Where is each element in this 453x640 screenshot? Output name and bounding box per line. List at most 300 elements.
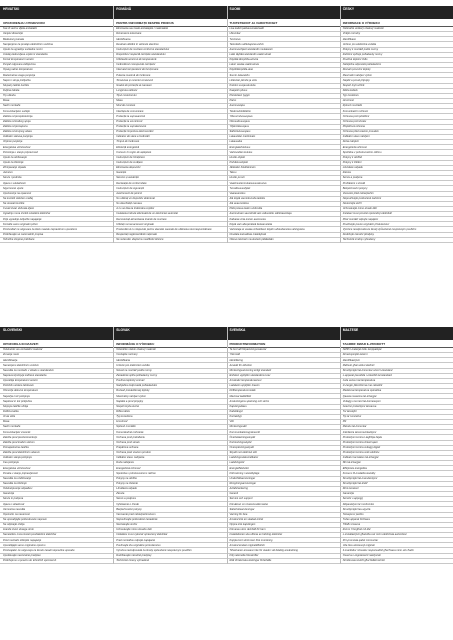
table-cell: Likvidácia odpadu	[116, 487, 138, 491]
table-cell: Stopnja zaščite ohišja	[3, 404, 29, 408]
table-cell: Vonkajšie rozmery	[116, 353, 138, 357]
table-cell: Katkaise virta ennen asennusta	[229, 217, 266, 221]
table-cell: A nu se lăsa la îndemâna copiilor	[116, 207, 155, 211]
table-cell: Latausaika	[229, 140, 243, 144]
table-cell: Tużax apparat bil-ħsara	[342, 517, 370, 521]
table-cell: Uchovávajte mimo dosahu detí	[116, 528, 152, 532]
table-cell: Pokyny k údržbě	[342, 155, 362, 159]
table-cell: Laddningsstatusindikator	[229, 456, 259, 460]
table-cell: Nabíječka odpovídá požadavkům	[342, 63, 382, 67]
table-cell: Ochrana proti zkratu	[342, 119, 367, 123]
table-cell: Bezpečnostní pokyny	[342, 186, 368, 190]
table-cell: Piż	[342, 420, 347, 424]
table-cell: Protecție la scurtcircuit	[116, 119, 143, 123]
language-label: SUOMI	[229, 7, 241, 11]
table-cell: Protezzjoni kontra t-tagħbija żejda	[342, 435, 382, 439]
column-divider	[113, 6, 114, 243]
table-cell: Sigurnosne upute	[3, 186, 24, 190]
table-cell: Identificarea	[116, 37, 131, 41]
table-cell: Upozorenje na opasnost	[3, 191, 32, 195]
table-cell: Namenjeno električnim vozilom	[3, 363, 39, 367]
table-cell: Struzzjonijiet tat-tindif	[342, 481, 368, 485]
table-cell: Način montaže	[3, 425, 21, 429]
table-cell: Izjava o skladnosti	[3, 502, 25, 506]
column-divider	[113, 327, 114, 564]
table-cell: Oikeus teknisiin muutoksiin pidätetään	[229, 238, 274, 242]
table-cell: Typ konektoru	[342, 94, 359, 98]
table-cell: Indikátor stavu nabíjania	[116, 456, 145, 460]
table-cell: Käyttölämpötila-alue	[229, 68, 254, 72]
table-cell: Osserva r-regolamenti nazzjonali	[342, 553, 381, 557]
table-cell: Suurin latausteho	[229, 73, 250, 77]
table-cell: Liitännän jännite ja virta	[229, 78, 257, 82]
table-cell: Navodila za vzdrževanje	[3, 476, 32, 480]
table-cell: Technické zmeny vyhradené	[116, 559, 150, 563]
table-cell: Čuvati izvan dohvata djece	[3, 207, 34, 211]
table-cell: Producătorul nu răspunde pentru daunele cauzate de utilizarea necorespunzătoare	[116, 227, 212, 231]
table-cell: Pred montážou odpojte napájanie	[116, 538, 156, 542]
table-cell: Lungimea cablului	[116, 88, 138, 92]
table-cell: Dĺžka kábla	[116, 409, 130, 413]
table-cell: Neħħi l-materjal kollu tal-ippakkjar	[342, 348, 382, 352]
table-cell: Twissija ta' periklu	[342, 512, 364, 516]
language-label: ROMÂNĂ	[116, 7, 132, 11]
table-cell: Duljina kabela	[3, 88, 20, 92]
table-cell: Stupeň krytia skrine	[116, 404, 140, 408]
table-cell: Struzzjonijiet tal-immuntar skont l-istandard	[342, 368, 393, 372]
table-cell: Typ konektora	[116, 415, 133, 419]
table-cell: Försäkran om överensstämmelse	[229, 502, 268, 506]
table-cell: Huolto-ohjeet	[229, 155, 245, 159]
table-cell: Kaapelin pituus	[229, 88, 248, 92]
table-cell: Grad ta' protezzjoni tal-kaxxa	[342, 404, 377, 408]
table-cell: Använd endast originaltillbehör	[229, 543, 265, 547]
table-cell: Rengöringsanvisningar	[229, 481, 257, 485]
table-cell: Identifikazzjoni	[342, 358, 360, 362]
table-cell: Käyttää lämpötila-anturia	[229, 58, 259, 62]
table-cell: Struzzjonijiet tal-manutenzjoni	[342, 476, 378, 480]
table-cell: Bezpečnostné pokyny	[116, 507, 142, 511]
table-cell: Upute za održavanje	[3, 155, 27, 159]
table-cell: Instalarea trebuie efectuată de un electrician autorizat	[116, 212, 178, 216]
table-cell: Ne rezervăm dreptul la modificări tehnice	[116, 238, 164, 242]
table-cell: Asennuksen saa tehdä vain valtuutettu sähköasentaja	[229, 212, 292, 216]
table-cell: Indikator stanja polnjenja	[3, 456, 32, 460]
table-cell: Zariadenie spĺňa požiadavky normy	[116, 374, 158, 377]
table-cell: Vrsta vtiča	[3, 415, 16, 419]
table-cell: Ulkomitat	[229, 32, 241, 36]
table-cell: Energiatehokkuus	[229, 145, 251, 149]
table-cell: Ugradnju mora izvršiti ovlašteni električar	[3, 212, 51, 216]
table-cell: Čas polnjenja	[3, 461, 19, 465]
translation-table	[0, 327, 453, 564]
table-cell: Ne otvarati kućište	[3, 202, 25, 206]
table-cell: Používejte pouze originální příslušenství	[342, 222, 390, 226]
table-cell: Maximálny nabíjací výkon	[116, 394, 146, 398]
table-cell: Instrucțiuni de întreținere	[116, 155, 145, 159]
column-divider	[340, 327, 341, 564]
table-cell: Výrobca nezodpovedá za škody spôsobené nesprávnym použitím	[116, 548, 192, 552]
table-cell: Neotvírejte skříň	[342, 202, 362, 206]
table-cell: Protezzjoni kontra xokk elettriku	[342, 451, 380, 455]
table-cell: Jätteiden hävittäminen	[229, 166, 256, 170]
table-cell: Odstráňte všetok obalový materiál	[116, 348, 156, 352]
table-cell: Käytä vain alkuperäisiä lisävarusteita	[229, 222, 273, 226]
table-cell: Kommunikationsgränssnitt	[229, 430, 260, 434]
table-cell: Tunnistus	[229, 37, 241, 41]
table-cell: Eliminarea deșeurilor	[116, 166, 141, 170]
table-cell: Lisa kaikki pakkausmateriaalit	[229, 27, 264, 31]
table-cell: Záruka	[116, 492, 125, 496]
table-cell: Uchovávejte mimo dosah dětí	[342, 207, 377, 211]
table-cell: Upoštevajte nacionalne predpise	[3, 553, 41, 557]
table-cell: Installationen ska utföras av behörig elektriker	[229, 533, 283, 537]
table-cell: Navodila za montažo v skladu s standardom	[3, 368, 54, 372]
table-cell: Návod na montáž podľa normy	[116, 368, 152, 372]
table-cell: Kontakttyp	[229, 415, 242, 419]
table-cell: Puhdistusohjeet	[229, 160, 248, 164]
table-cell: Protezzjoni kontra vultaġġ żejjed	[342, 445, 381, 449]
table-cell: Juża sensur tat-temperatura	[342, 379, 376, 383]
table-cell: Älä avaa koteloa	[229, 202, 249, 206]
table-cell: Dikjarazzjoni ta' konformità	[342, 502, 374, 506]
table-cell: Överspänningsskydd	[229, 445, 254, 449]
table-cell: Tillverkaren ansvarar inte för skador vid felaktig användning	[229, 548, 298, 552]
table-cell: Dispozitivul respectă cerințele standardului	[116, 53, 166, 56]
table-cell: Indikátor stavu nabíjení	[342, 135, 370, 139]
table-cell: Rimi tal-iskart	[342, 487, 359, 491]
table-cell: Protecție la suprasarcină	[116, 114, 145, 118]
table-cell: Určeno pro elektrická vozidla	[342, 42, 377, 46]
table-cell: Ochrana proti skratu	[116, 440, 140, 444]
table-cell: Ochrana pred úrazom prúdom	[116, 451, 151, 455]
table-cell: Zunanje mere	[3, 353, 20, 357]
table-cell: Pred montažo izklopite napajanje	[3, 538, 42, 542]
table-cell: Proizvajalec ne odgovarja za škodo zaradi nepravilne uporabe	[3, 548, 75, 552]
table-cell: Technické změny vyhrazeny	[342, 238, 376, 242]
table-cell: Napětí a proud přípojky	[342, 78, 370, 82]
language-label: HRVATSKI	[3, 7, 20, 11]
table-cell: Maksimalna snaga punjenja	[3, 73, 36, 77]
table-cell: Pidä poissa lasten ulottuvilta	[229, 207, 263, 211]
table-cell: Pokyny na čistenie	[116, 481, 138, 485]
table-cell: Prohlášení o shodě	[342, 181, 366, 185]
table-cell: Hranite izven dosega otrok	[3, 528, 34, 532]
table-cell: Dodržujte národní předpisy	[342, 232, 374, 236]
table-cell: Maximal laddeffekt	[229, 394, 252, 398]
table-cell: Monteringssätt	[229, 425, 247, 429]
table-cell: Qawwa massima tal-iċċarġjar	[342, 394, 377, 398]
table-cell: Inštaláciu musí vykonať oprávnený elektrikár	[116, 533, 168, 537]
table-cell: Naprava izpolnjuje zahteve standarda	[3, 374, 47, 377]
table-cell: Dolžina kabla	[3, 409, 19, 413]
table-cell: Destinat utilizării în vehicule electrice	[116, 42, 159, 46]
translation-table	[0, 6, 453, 243]
table-cell: Maximální nabíjecí výkon	[342, 73, 372, 77]
table-cell: Spotřeba v pohotovostním režimu	[342, 150, 382, 154]
table-cell: Zařízení splňuje požadavky normy	[342, 53, 383, 56]
language-label: MALTESE	[342, 328, 359, 332]
table-cell: Încărcătorul corespunde cerințelor	[116, 63, 156, 67]
table-cell: Navodila za čiščenje	[3, 481, 27, 485]
table-cell: Dimensiuni exterioare	[116, 32, 142, 36]
column-heading: PRODUKTINFORMATION	[229, 341, 266, 346]
table-cell: Avfallshantering	[229, 487, 248, 491]
table-cell: Tipul conectorului	[116, 94, 137, 98]
table-cell: Masa	[3, 99, 10, 103]
table-cell: Skydd mot elektrisk stöt	[229, 451, 257, 455]
column-heading: UPOZORENJA U PRIJEVODU	[3, 20, 45, 25]
table-cell: Doba nabíjania	[116, 461, 134, 465]
table-cell: Vnější rozměry	[342, 32, 361, 36]
table-cell: Använder temperatursensor	[229, 379, 262, 383]
table-cell: Zaščita pred električnim udarom	[3, 451, 40, 455]
table-cell: Nu deschideți carcasa	[116, 202, 142, 206]
table-cell: Neotvárajte skriňu	[116, 523, 138, 527]
table-cell: Napätie a prúd prípojky	[116, 399, 144, 403]
table-cell: Utilizați numai accesorii originale	[116, 222, 154, 226]
table-cell: Masa	[116, 99, 123, 103]
table-cell: Maħsub għal vetturi elettriċi	[342, 363, 375, 367]
table-cell: Servis i podrška	[3, 176, 22, 180]
table-cell: Ne uporabljajte poškodovane naprave	[3, 517, 47, 521]
table-cell: Noudata kansallisia määräyksiä	[229, 232, 266, 236]
table-cell: Declarație de conformitate	[116, 181, 147, 185]
table-cell: Kabellängd	[229, 409, 243, 413]
table-cell: Tarkoitettu sähköajoneuvoihin	[229, 42, 264, 46]
table-cell: Service și asistență	[116, 176, 139, 180]
table-cell: Tiftaħx il-kaxxa	[342, 523, 361, 527]
table-cell: Yttermått	[229, 353, 241, 357]
table-cell: Zaščita pred preobremenitvijo	[3, 435, 38, 439]
table-cell: Kapslingsklass	[229, 404, 247, 408]
table-cell: Komunikačné rozhranie	[116, 430, 144, 434]
table-cell: Interfaċċa tal-komunikazzjoni	[342, 430, 377, 434]
table-cell: Deconectați alimentarea înainte de montare	[116, 217, 167, 221]
table-cell: Jamstvo	[3, 171, 13, 175]
table-cell: Rozsah prevádzkovej teploty	[116, 389, 150, 393]
table-cell: Zaštita od preopterećenja	[3, 114, 33, 118]
table-cell: Instrucțiuni de curățare	[116, 160, 143, 164]
table-cell: Puterea maximă de încărcare	[116, 73, 151, 77]
table-cell: Asennustapa	[229, 104, 245, 108]
column-heading: PENTRU INFORMAȚII DESPRE PRODUS	[116, 20, 174, 25]
table-cell: Ne koristiti oštećen uređaj	[3, 196, 33, 200]
table-cell: Zaštita od prenapona	[3, 124, 28, 128]
table-cell: Nu utilizați un dispozitiv deteriorat	[116, 196, 155, 200]
table-cell: Zaštita od strujnog udara	[3, 130, 32, 134]
table-cell: Sve ili većinu dijela ambalaže	[3, 27, 37, 31]
table-cell: Garancija	[3, 492, 15, 496]
table-cell: Največja moč polnjenja	[3, 394, 30, 398]
table-cell: Tip utikača	[3, 94, 16, 98]
column-heading: INFORMACE O VÝROBKU	[342, 20, 380, 25]
table-cell: Älä käytä vaurioitunutta laitetta	[229, 196, 265, 200]
table-cell: Odstraňte veškerý obalový materiál	[342, 27, 384, 31]
table-cell: Bedeutung kanala	[3, 37, 24, 41]
table-cell: Lataustilan merkkivalo	[229, 135, 256, 139]
table-cell: Effiċjenza enerġetika	[342, 466, 367, 470]
table-cell: Koristite samo originalni pribor	[3, 222, 38, 226]
table-cell: Opozorilo na nevarnost	[3, 512, 30, 516]
table-cell: Přepěťová ochrana	[342, 124, 365, 128]
table-cell: Délka kabelu	[342, 88, 358, 92]
column-divider	[340, 6, 341, 243]
table-cell: Drifttemperaturområde	[229, 389, 256, 393]
table-cell: Stupanj zaštite kućišta	[3, 83, 29, 87]
table-cell: Konsum fil-modalità standby	[342, 471, 376, 475]
table-cell: Nirriżervaw id-dritt għal bidliet tekniċi	[342, 559, 385, 563]
table-cell: Pridržujemo si pravico do tehničnih sprememb	[3, 559, 57, 563]
table-cell: Koristi temperaturni senzor	[3, 58, 34, 62]
table-cell: Paino	[229, 99, 237, 103]
table-cell: Varování před nebezpečím	[342, 191, 374, 195]
table-cell: Punjač odgovara zahtjevima	[3, 63, 36, 67]
language-label: ČESKY	[342, 7, 355, 11]
table-cell: Ta bort allt förpackningsmaterial	[229, 348, 267, 352]
table-cell: Garanzija	[342, 492, 354, 496]
table-cell: Varning för fara	[229, 512, 248, 516]
table-cell: Varnostna navodila	[3, 507, 26, 511]
table-cell: Kortslutningsskydd	[229, 440, 252, 444]
table-cell: Pokyny na údržbu	[116, 476, 138, 480]
table-cell: Nepoužívajte poškodené zariadenie	[116, 517, 158, 521]
table-cell: Metodu tal-immuntar	[342, 425, 367, 429]
table-cell: Prije ugradnje isključite napajanje	[3, 217, 42, 221]
table-cell: Stupeň krytí skříně	[342, 83, 365, 87]
language-label: SVENSKA	[229, 328, 246, 332]
table-cell: Avsedd för elfordon	[229, 363, 252, 367]
table-cell: Namestitev mora izvesti pooblaščeni električar	[3, 533, 57, 537]
table-cell: Způsob montáže	[342, 104, 363, 108]
table-cell: Ylijännitesuojaus	[229, 124, 249, 128]
table-cell: Takuu	[229, 171, 237, 175]
table-cell: Enheten uppfyller standardens krav	[229, 374, 271, 377]
table-cell: Energetická účinnost	[342, 145, 367, 149]
table-cell: Underhållsanvisningar	[229, 476, 256, 480]
table-cell: Záruka	[342, 171, 351, 175]
table-cell: Prenapetostna zaščita	[3, 445, 29, 449]
column-heading: TAGĦRIF DWAR IL-PRODOTT	[342, 341, 386, 346]
table-cell: Masa	[3, 420, 10, 424]
table-cell: Tensiunea și curentul conexiunii	[116, 78, 153, 82]
table-cell: Hmotnost	[342, 99, 354, 103]
table-cell: Pokyny k čištění	[342, 160, 362, 164]
table-cell: Uporablja temperaturni senzor	[3, 379, 38, 383]
column-heading: TUOTETIEDOT JA VAROITUKSET	[229, 20, 278, 25]
table-cell: Protezzjoni kontra ċirkwit qasir	[342, 440, 378, 444]
column-divider	[227, 6, 228, 243]
table-cell: Doba nabíjení	[342, 140, 359, 144]
table-cell: Energieffektivitet	[229, 466, 249, 470]
table-cell: Dimensjonijiet esterni	[342, 353, 368, 357]
table-cell: Utilizează senzorul de temperatură	[116, 58, 157, 62]
table-cell: Vaatimustenmukaisuusvakuutus	[229, 181, 267, 185]
table-cell: Polnilnik ustreza zahtevam	[3, 384, 34, 388]
table-cell: Säkerhetsanvisningar	[229, 507, 255, 511]
table-cell: Dodržiavajte národné predpisy	[116, 553, 152, 557]
table-cell: Struzzjonijiet tas-sigurtà	[342, 507, 371, 511]
table-cell: Instrucțiuni de montare conforme standardului	[116, 47, 170, 51]
table-cell: Uporabljajte samo originalno opremo	[3, 543, 46, 547]
language-label: SLOVAK	[116, 328, 130, 332]
table-cell: Prepäťová ochrana	[116, 445, 139, 449]
table-cell: Napetost in tok priključka	[3, 399, 32, 403]
table-cell: Rätt till tekniska ändringar förbehålls	[229, 559, 272, 563]
table-cell: Laddaren uppfyller kraven	[229, 384, 260, 388]
table-cell: Vaaravaroitus	[229, 191, 246, 195]
table-cell: Indicator de stare a încărcării	[116, 135, 150, 139]
table-cell: Výrobce neodpovídá za škody způsobené nesprávným použitím	[342, 227, 417, 231]
table-cell: Instrucțiuni de siguranță	[116, 186, 144, 190]
table-cell: Intervalul temperaturii de funcționare	[116, 68, 159, 72]
table-cell: Gradul de protecție al carcasei	[116, 83, 152, 87]
table-cell: Hmotnosť	[116, 420, 128, 424]
language-label: SLOVENSKI	[3, 328, 23, 332]
table-cell: Eliminarea sau toate ambalajele / materialele	[116, 27, 169, 31]
table-cell: Żomm 'il bogħod mit-tfal	[342, 528, 371, 532]
table-cell: Kotelon suojausluokka	[229, 83, 256, 87]
table-cell: Öppna inte kapslingen	[229, 523, 256, 527]
table-cell: Laturi vastaa vaatimuksia	[229, 63, 259, 67]
table-cell: Rozsah provozní teploty	[342, 68, 371, 72]
table-cell: Timpul de încărcare	[116, 140, 140, 144]
column-heading: INFORMÁCIE O VÝROBKU	[116, 341, 155, 346]
table-cell: Consum în regim de așteptare	[116, 150, 152, 154]
table-cell: Eficiență energetică	[116, 145, 140, 149]
table-cell: Laddningstid	[229, 461, 245, 465]
table-cell: Način montaže	[3, 104, 21, 108]
table-cell: Servizz u appoġġ	[342, 497, 363, 501]
table-cell: Monteringsanvisning enligt standard	[229, 368, 272, 372]
table-cell: Určené pre elektrické vozidlá	[116, 363, 150, 367]
table-cell: Protecție împotriva electrocutării	[116, 130, 154, 134]
table-cell: Itfi l-provvista qabel l-immuntar	[342, 538, 379, 542]
table-cell: Vultaġġ u kurrent tal-konnessjoni	[342, 399, 381, 403]
table-cell: Zaštita od kratkog spoja	[3, 119, 31, 123]
table-cell: Ylikuormitussuojaus	[229, 114, 253, 118]
table-cell: Upute za ugradnju sukladne normi	[3, 47, 43, 51]
table-cell: Valmiustilan kulutus	[229, 150, 253, 154]
table-cell: Ħin tal-iċċarġjar	[342, 461, 361, 465]
table-cell: Vrijeme punjenja	[3, 140, 23, 144]
table-cell: Huolto ja tuki	[229, 176, 245, 180]
table-cell: Potrošnja u stanju pripravnosti	[3, 150, 38, 154]
table-cell: Tul tal-kejbil	[342, 409, 357, 413]
table-cell: Pistokkeen tyyppi	[229, 94, 250, 98]
table-cell: Pridržavajte se nacionalnih propisa	[3, 232, 44, 236]
table-cell: Vyhlásenie o zhode	[116, 502, 139, 506]
table-cell: Sähköiskusuojaus	[229, 130, 251, 134]
table-cell: Indikator statusa punjenja	[3, 135, 33, 139]
table-cell: Identifikacija	[3, 358, 18, 362]
table-cell: Indikatur tal-istatus tal-iċċarġjar	[342, 456, 379, 460]
column-heading: OPOZORILA IN NASVETI	[3, 341, 39, 346]
table-cell: Odstranjevanje odpadkov	[3, 487, 33, 491]
table-cell: Laite täyttää standardin vaatimukset	[229, 53, 272, 56]
table-cell: Respectați reglementările naționale	[116, 232, 157, 236]
table-cell: Varovanie pred nebezpečenstvom	[116, 512, 156, 516]
table-cell: Asennusohjeet standardin mukaisesti	[229, 47, 273, 51]
column-divider	[227, 327, 228, 564]
table-cell: Ochrana před úrazem proudem	[342, 130, 379, 134]
table-cell: Mod de montare	[116, 104, 136, 108]
table-cell: Protecție la supratensiune	[116, 124, 147, 128]
table-cell: Tehničke izmjene pridržane	[3, 238, 35, 242]
table-cell: Energetická účinnosť	[116, 466, 141, 470]
table-cell: Iċ-ċarġer jikkonforma mar-rekwiżiti	[342, 384, 383, 388]
table-cell: Poraba v stanju pripravljenosti	[3, 471, 38, 475]
